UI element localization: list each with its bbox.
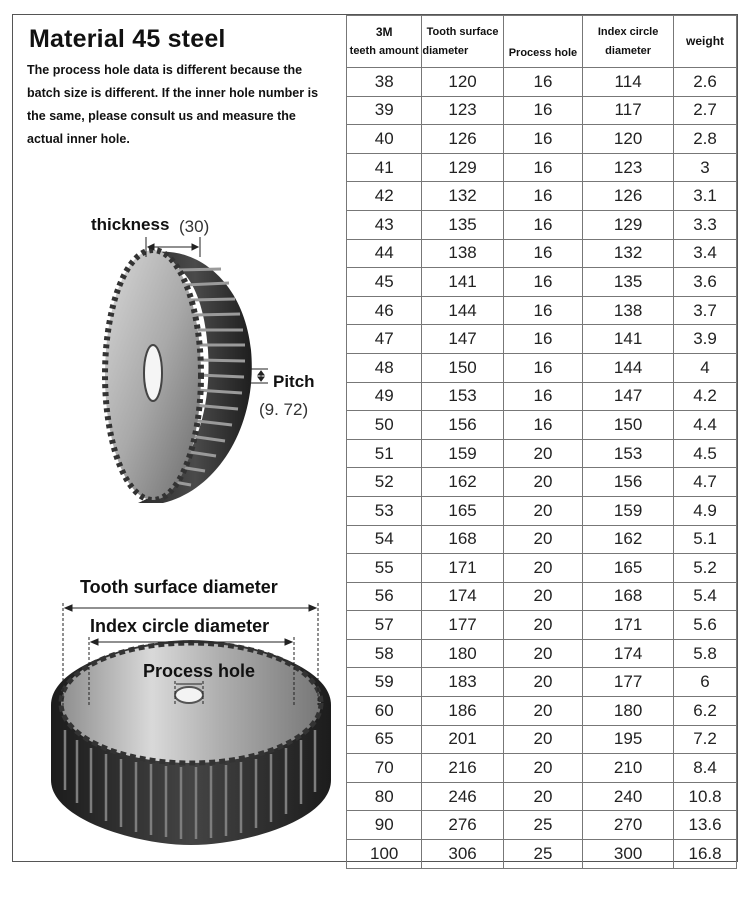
weight-cell: 13.6 xyxy=(674,811,737,840)
header-tooth-surface-line1: Tooth surface xyxy=(426,25,499,38)
tooth-surface-label: Tooth surface diameter xyxy=(80,577,278,597)
table-row xyxy=(347,325,737,354)
header-teeth-line1: 3M xyxy=(375,24,393,39)
process-hole-cell: 20 xyxy=(503,582,582,611)
teeth-amount-cell: 51 xyxy=(347,439,422,468)
tooth-surface-cell: 132 xyxy=(422,182,503,211)
weight-cell: 5.6 xyxy=(674,611,737,640)
header-process-hole xyxy=(503,16,582,68)
process-hole-cell: 20 xyxy=(503,754,582,783)
table-body xyxy=(347,68,737,869)
weight-cell: 3 xyxy=(674,153,737,182)
index-circle-cell: 126 xyxy=(583,182,674,211)
tooth-surface-cell: 138 xyxy=(422,239,503,268)
header-weight xyxy=(674,16,737,68)
process-hole-cell: 20 xyxy=(503,611,582,640)
header-process-hole-text: Process hole xyxy=(508,47,578,59)
process-hole-cell: 16 xyxy=(503,210,582,239)
teeth-amount-cell: 45 xyxy=(347,268,422,297)
table-row xyxy=(347,296,737,325)
weight-cell: 7.2 xyxy=(674,725,737,754)
process-hole-cell: 16 xyxy=(503,125,582,154)
process-hole-cell: 20 xyxy=(503,468,582,497)
table-row xyxy=(347,411,737,440)
teeth-amount-cell: 100 xyxy=(347,840,422,869)
weight-cell: 6.2 xyxy=(674,697,737,726)
table-row xyxy=(347,96,737,125)
index-circle-cell: 162 xyxy=(583,525,674,554)
process-hole-cell: 16 xyxy=(503,296,582,325)
tooth-surface-cell: 156 xyxy=(422,411,503,440)
process-hole-cell: 16 xyxy=(503,68,582,97)
process-hole-cell: 20 xyxy=(503,525,582,554)
weight-cell: 5.4 xyxy=(674,582,737,611)
teeth-amount-cell: 48 xyxy=(347,353,422,382)
header-tooth-surface-line2: diameter xyxy=(422,44,469,57)
header-index-circle xyxy=(583,16,674,68)
weight-cell: 5.2 xyxy=(674,554,737,583)
teeth-amount-cell: 65 xyxy=(347,725,422,754)
teeth-amount-cell: 47 xyxy=(347,325,422,354)
weight-cell: 8.4 xyxy=(674,754,737,783)
table-row xyxy=(347,268,737,297)
table-row xyxy=(347,582,737,611)
tooth-surface-cell: 162 xyxy=(422,468,503,497)
header-index-circle-line1: Index circle xyxy=(597,25,659,38)
tooth-surface-cell: 129 xyxy=(422,153,503,182)
table-row xyxy=(347,496,737,525)
index-circle-cell: 135 xyxy=(583,268,674,297)
pitch-label: Pitch xyxy=(273,372,315,391)
index-circle-cell: 177 xyxy=(583,668,674,697)
index-circle-cell: 195 xyxy=(583,725,674,754)
index-circle-cell: 300 xyxy=(583,840,674,869)
weight-cell: 3.3 xyxy=(674,210,737,239)
process-hole-cell: 16 xyxy=(503,153,582,182)
teeth-amount-cell: 80 xyxy=(347,782,422,811)
weight-cell: 4.7 xyxy=(674,468,737,497)
tooth-surface-cell: 159 xyxy=(422,439,503,468)
process-hole-cell: 20 xyxy=(503,697,582,726)
index-circle-cell: 165 xyxy=(583,554,674,583)
table-row xyxy=(347,353,737,382)
header-index-circle-line2: diameter xyxy=(605,44,652,57)
teeth-amount-cell: 53 xyxy=(347,496,422,525)
header-teeth-line2: teeth amount xyxy=(349,44,419,57)
teeth-amount-cell: 90 xyxy=(347,811,422,840)
tooth-surface-cell: 180 xyxy=(422,639,503,668)
index-circle-cell: 114 xyxy=(583,68,674,97)
gear-top-view-diagram xyxy=(13,555,346,875)
tooth-surface-cell: 306 xyxy=(422,840,503,869)
process-hole-cell: 16 xyxy=(503,96,582,125)
table-row xyxy=(347,210,737,239)
weight-cell: 3.9 xyxy=(674,325,737,354)
tooth-surface-cell: 174 xyxy=(422,582,503,611)
table-row xyxy=(347,125,737,154)
table-row xyxy=(347,668,737,697)
table-row xyxy=(347,182,737,211)
teeth-amount-cell: 41 xyxy=(347,153,422,182)
table-row xyxy=(347,639,737,668)
tooth-surface-cell: 147 xyxy=(422,325,503,354)
index-circle-cell: 144 xyxy=(583,353,674,382)
table-row xyxy=(347,611,737,640)
process-hole-note: The process hole data is different because the batch size is different. If the inner hole number is the same, please consult us and measure the actual inner hole. xyxy=(27,63,319,146)
index-circle-cell: 117 xyxy=(583,96,674,125)
tooth-surface-cell: 123 xyxy=(422,96,503,125)
weight-cell: 3.1 xyxy=(674,182,737,211)
tooth-surface-cell: 165 xyxy=(422,496,503,525)
weight-cell: 4 xyxy=(674,353,737,382)
index-circle-cell: 123 xyxy=(583,153,674,182)
header-tooth-surface xyxy=(422,16,503,68)
tooth-surface-cell: 144 xyxy=(422,296,503,325)
header-teeth-amount xyxy=(347,16,422,68)
index-circle-cell: 147 xyxy=(583,382,674,411)
pitch-value: (9. 72) xyxy=(259,400,309,419)
weight-cell: 4.4 xyxy=(674,411,737,440)
index-circle-cell: 141 xyxy=(583,325,674,354)
weight-cell: 3.6 xyxy=(674,268,737,297)
weight-cell: 5.8 xyxy=(674,639,737,668)
process-hole-cell: 16 xyxy=(503,411,582,440)
teeth-amount-cell: 50 xyxy=(347,411,422,440)
table-row xyxy=(347,68,737,97)
spec-sheet xyxy=(12,14,738,862)
teeth-amount-cell: 58 xyxy=(347,639,422,668)
tooth-surface-cell: 201 xyxy=(422,725,503,754)
weight-cell: 16.8 xyxy=(674,840,737,869)
process-hole-cell: 16 xyxy=(503,382,582,411)
header-weight-text: weight xyxy=(686,34,725,48)
tooth-surface-cell: 171 xyxy=(422,554,503,583)
teeth-amount-cell: 59 xyxy=(347,668,422,697)
tooth-surface-cell: 135 xyxy=(422,210,503,239)
table-row xyxy=(347,153,737,182)
process-hole-cell: 20 xyxy=(503,496,582,525)
table-row xyxy=(347,754,737,783)
tooth-surface-cell: 177 xyxy=(422,611,503,640)
teeth-amount-cell: 38 xyxy=(347,68,422,97)
tooth-surface-cell: 183 xyxy=(422,668,503,697)
thickness-label: thickness xyxy=(91,215,170,234)
table-row xyxy=(347,811,737,840)
material-title: Material 45 steel xyxy=(29,25,226,53)
tooth-surface-cell: 216 xyxy=(422,754,503,783)
table-row xyxy=(347,382,737,411)
process-hole xyxy=(175,687,203,703)
index-circle-cell: 171 xyxy=(583,611,674,640)
index-circle-cell: 132 xyxy=(583,239,674,268)
process-hole-cell: 16 xyxy=(503,325,582,354)
process-hole-cell: 20 xyxy=(503,668,582,697)
tooth-surface-cell: 153 xyxy=(422,382,503,411)
process-hole-cell: 25 xyxy=(503,840,582,869)
teeth-amount-cell: 55 xyxy=(347,554,422,583)
teeth-amount-cell: 54 xyxy=(347,525,422,554)
index-circle-cell: 240 xyxy=(583,782,674,811)
teeth-amount-cell: 46 xyxy=(347,296,422,325)
weight-cell: 2.6 xyxy=(674,68,737,97)
process-hole-cell: 16 xyxy=(503,239,582,268)
index-circle-cell: 174 xyxy=(583,639,674,668)
index-circle-cell: 120 xyxy=(583,125,674,154)
tooth-surface-cell: 276 xyxy=(422,811,503,840)
index-circle-cell: 180 xyxy=(583,697,674,726)
process-hole-cell: 25 xyxy=(503,811,582,840)
teeth-amount-cell: 39 xyxy=(347,96,422,125)
left-panel xyxy=(13,15,346,861)
teeth-amount-cell: 43 xyxy=(347,210,422,239)
index-circle-cell: 168 xyxy=(583,582,674,611)
tooth-surface-cell: 246 xyxy=(422,782,503,811)
tooth-surface-dimension xyxy=(65,605,316,611)
tooth-surface-cell: 150 xyxy=(422,353,503,382)
table-row xyxy=(347,554,737,583)
weight-cell: 2.7 xyxy=(674,96,737,125)
tooth-surface-cell: 141 xyxy=(422,268,503,297)
tooth-surface-cell: 186 xyxy=(422,697,503,726)
teeth-amount-cell: 60 xyxy=(347,697,422,726)
teeth-amount-cell: 40 xyxy=(347,125,422,154)
process-hole-cell: 16 xyxy=(503,353,582,382)
index-circle-cell: 270 xyxy=(583,811,674,840)
process-hole-cell: 20 xyxy=(503,639,582,668)
teeth-amount-cell: 44 xyxy=(347,239,422,268)
table-row xyxy=(347,725,737,754)
process-hole-cell: 20 xyxy=(503,782,582,811)
table-row xyxy=(347,239,737,268)
weight-cell: 2.8 xyxy=(674,125,737,154)
table-row xyxy=(347,782,737,811)
index-circle-cell: 156 xyxy=(583,468,674,497)
table-header-row xyxy=(347,16,737,68)
index-circle-cell: 210 xyxy=(583,754,674,783)
weight-cell: 5.1 xyxy=(674,525,737,554)
table-row xyxy=(347,525,737,554)
index-circle-cell: 129 xyxy=(583,210,674,239)
process-hole-cell: 16 xyxy=(503,268,582,297)
weight-cell: 4.9 xyxy=(674,496,737,525)
table-row xyxy=(347,697,737,726)
weight-cell: 10.8 xyxy=(674,782,737,811)
thickness-value: (30) xyxy=(179,217,210,236)
teeth-amount-cell: 56 xyxy=(347,582,422,611)
gear-spec-table xyxy=(346,15,737,869)
table-row xyxy=(347,468,737,497)
index-circle-cell: 159 xyxy=(583,496,674,525)
index-circle-cell: 153 xyxy=(583,439,674,468)
index-circle-label: Index circle diameter xyxy=(90,616,270,636)
teeth-amount-cell: 57 xyxy=(347,611,422,640)
weight-cell: 6 xyxy=(674,668,737,697)
index-circle-cell: 150 xyxy=(583,411,674,440)
table-row xyxy=(347,439,737,468)
teeth-amount-cell: 70 xyxy=(347,754,422,783)
teeth-amount-cell: 52 xyxy=(347,468,422,497)
process-hole-label: Process hole xyxy=(143,661,256,681)
table-row xyxy=(347,840,737,869)
weight-cell: 4.5 xyxy=(674,439,737,468)
process-hole-cell: 16 xyxy=(503,182,582,211)
gear-side-view-diagram xyxy=(13,185,346,505)
process-hole-cell: 20 xyxy=(503,554,582,583)
gear-hole xyxy=(144,345,162,401)
index-circle-cell: 138 xyxy=(583,296,674,325)
teeth-amount-cell: 42 xyxy=(347,182,422,211)
weight-cell: 3.4 xyxy=(674,239,737,268)
tooth-surface-cell: 168 xyxy=(422,525,503,554)
teeth-amount-cell: 49 xyxy=(347,382,422,411)
tooth-surface-cell: 126 xyxy=(422,125,503,154)
tooth-surface-cell: 120 xyxy=(422,68,503,97)
process-hole-cell: 20 xyxy=(503,439,582,468)
weight-cell: 3.7 xyxy=(674,296,737,325)
process-hole-cell: 20 xyxy=(503,725,582,754)
weight-cell: 4.2 xyxy=(674,382,737,411)
